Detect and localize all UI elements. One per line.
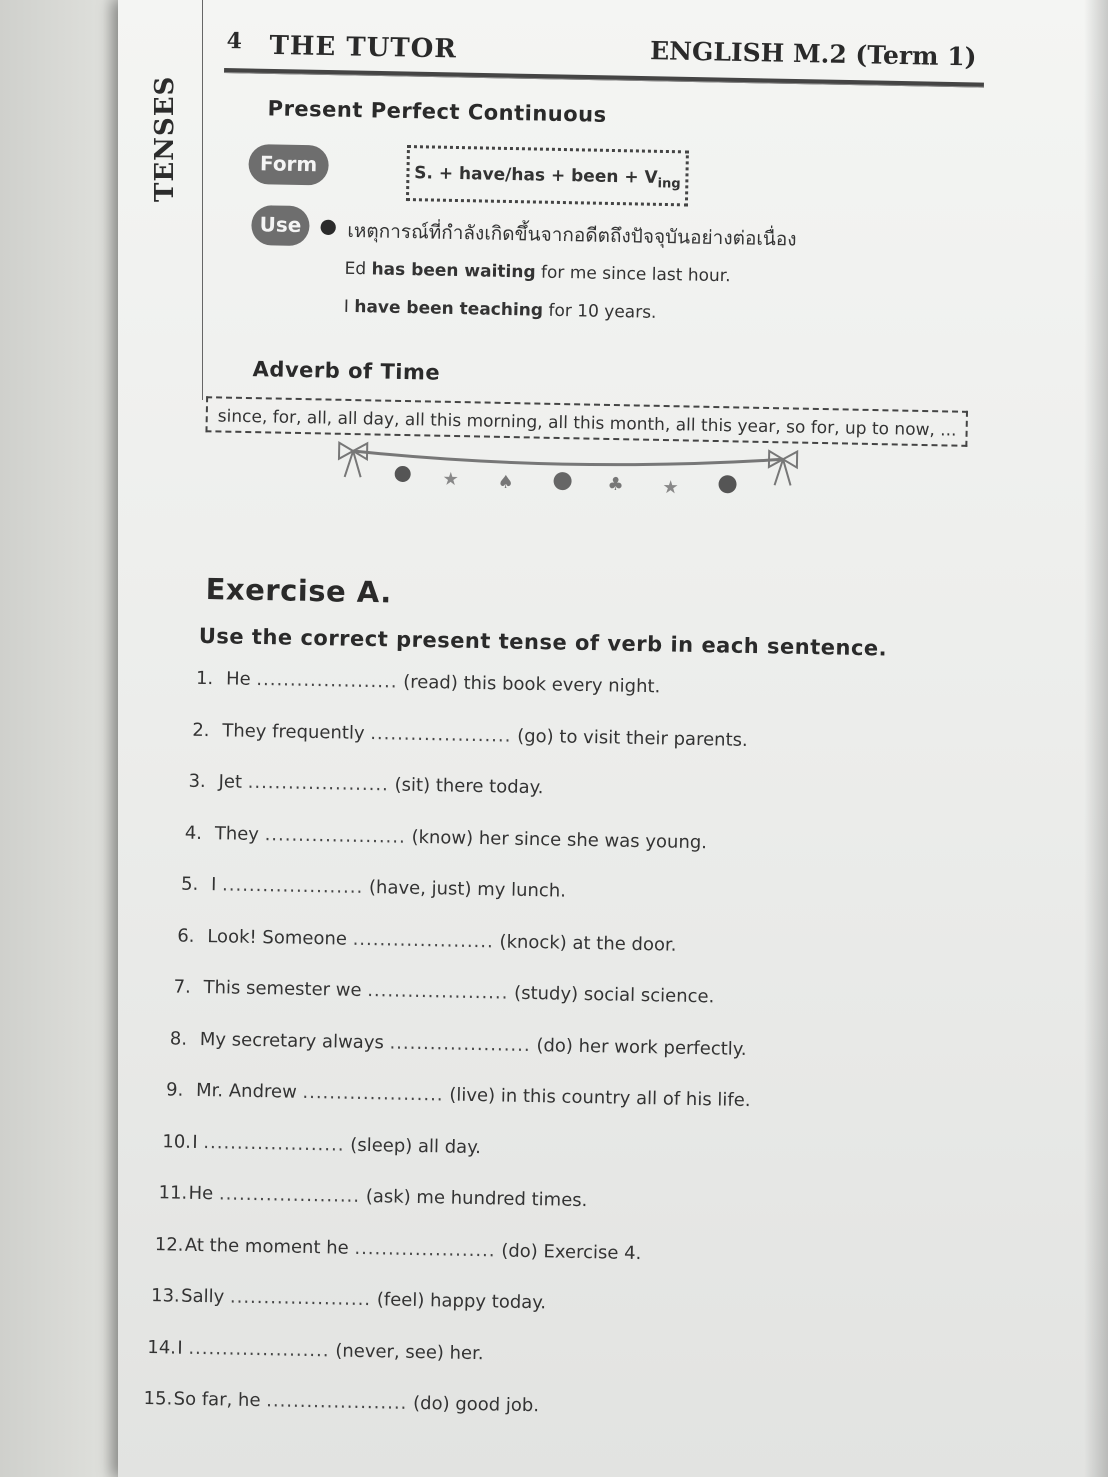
question-item [173,976,714,1007]
question-number: 5. [180,873,199,895]
question-number: 15. [143,1387,173,1410]
question-text: This semester we [203,977,362,1001]
answer-blank[interactable]: ..................... [367,980,509,1004]
exercise-title: Exercise A. [205,572,393,610]
question-hint: (knock) at the door. [499,930,677,956]
bow-right-icon [769,451,798,486]
question-hint: (read) this book every night. [403,671,661,698]
question-text: Sally [180,1285,225,1308]
question-item [166,1079,751,1111]
question-hint: (do) Exercise 4. [501,1240,642,1264]
answer-blank[interactable]: ..................... [221,874,364,898]
question-text: Mr. Andrew [195,1079,297,1103]
question-text: He [225,668,251,690]
question-number: 10. [162,1130,192,1153]
page-shadow-edge [1084,0,1108,1477]
apple-charm-icon [395,466,411,482]
question-item [181,874,566,902]
answer-blank[interactable]: ..................... [218,1183,361,1207]
question-number: 1. [195,667,214,690]
question-text: At the moment he [184,1234,349,1259]
answer-blank[interactable]: ..................... [264,823,407,848]
answer-blank[interactable]: ..................... [302,1081,444,1106]
previous-page-edge [0,0,128,1477]
question-hint: (have, just) my lunch. [368,877,567,902]
answer-blank[interactable]: ..................... [188,1337,330,1361]
question-item [143,1388,539,1416]
answer-blank[interactable]: ..................... [256,668,398,693]
example-text: I [343,296,355,318]
garland-string [353,451,783,468]
question-hint: (sleep) all day. [350,1134,482,1158]
question-number: 4. [184,822,203,844]
star-charm-icon: ★ [442,468,459,491]
formula-box [406,145,689,206]
example-verb: have been teaching [354,297,544,321]
question-item [185,822,708,853]
answer-blank[interactable]: ..................... [203,1131,345,1156]
leaf-charm-icon: ♣ [607,473,624,496]
question-item [147,1337,484,1364]
formula-subscript: ing [657,176,681,192]
star-charm-icon: ★ [662,476,679,499]
example-sentence [344,297,657,323]
question-number: 14. [147,1336,177,1359]
question-item [188,771,543,799]
question-number: 8. [169,1027,188,1050]
use-badge: Use [251,205,310,246]
question-text: They [214,822,260,845]
question-text: I [210,874,217,896]
question-item [177,925,677,955]
answer-blank[interactable]: ..................... [229,1286,372,1311]
question-item [162,1131,481,1158]
question-text: So far, he [173,1388,261,1412]
question-hint: (go) to visit their parents. [516,725,748,751]
answer-blank[interactable]: ..................... [354,1237,496,1261]
bow-left-icon [339,443,368,478]
question-number: 12. [154,1233,184,1256]
question-item [158,1182,587,1211]
answer-blank[interactable]: ..................... [352,928,495,952]
question-number: 9. [165,1079,184,1101]
exercise-section [143,572,1006,1447]
question-item [155,1234,642,1264]
example-sentence [344,259,730,286]
question-number: 6. [177,925,195,947]
apple-charm-icon [718,475,736,493]
question-text: Look! Someone [207,925,348,950]
question-hint: (sit) there today. [394,774,544,799]
lesson-section [217,92,990,536]
example-text: for 10 years. [542,300,657,323]
exercise-instruction: Use the correct present tense of verb in each sentence. [198,623,888,661]
question-hint: (know) her since she was young. [411,826,708,853]
question-number: 2. [192,719,210,741]
question-text: I [177,1337,183,1359]
section-title: Present Perfect Continuous [267,96,607,127]
answer-blank[interactable]: ..................... [266,1390,408,1414]
question-hint: (feel) happy today. [376,1289,547,1314]
question-text: Jet [218,771,243,793]
question-hint: (do) good job. [412,1392,540,1417]
question-number: 3. [188,770,206,793]
use-description: เหตุการณ์ที่กำลังเกิดขึ้นจากอดีตถึงปัจจุบันอย่างต่อเนื่อง [347,219,797,251]
bird-charm-icon: ♠ [497,471,514,494]
side-section-label: TENSES [150,75,180,202]
question-item [151,1285,546,1313]
bear-charm-icon [553,472,571,490]
answer-blank[interactable]: ..................... [370,722,512,747]
formula-text: S. + have/has + been + V [413,163,658,188]
question-number: 7. [173,976,191,998]
form-badge: Form [248,144,329,186]
question-text: They frequently [222,719,365,744]
question-text: I [192,1131,198,1153]
example-text: Ed [344,258,372,280]
question-number: 11. [158,1182,188,1204]
question-hint: (never, see) her. [335,1340,484,1364]
page-number: 4 [226,28,243,55]
subject-label: ENGLISH M.2 (Term 1) [649,36,977,72]
adverb-box: since, for, all, all day, all this morning, all this month, all this year, so for, up to now, ... [205,396,968,447]
question-text: My secretary always [199,1028,385,1053]
example-text: for me since last hour. [535,262,731,287]
question-hint: (ask) me hundred times. [365,1186,588,1212]
answer-blank[interactable]: ..................... [389,1031,531,1056]
question-item [170,1028,747,1060]
question-hint: (study) social science. [513,982,715,1008]
side-divider [202,0,203,400]
question-item [196,668,661,698]
adverb-title: Adverb of Time [252,357,441,385]
book-title: THE TUTOR [269,30,458,65]
answer-blank[interactable]: ..................... [247,771,390,796]
question-number: 13. [150,1285,180,1307]
example-verb: has been waiting [371,259,536,283]
question-text: He [188,1182,214,1205]
garland-decoration [332,439,803,508]
question-hint: (do) her work perfectly. [536,1034,747,1060]
question-item [192,719,748,750]
bullet-icon: ● [319,213,338,238]
question-hint: (live) in this country all of his life. [449,1084,751,1112]
